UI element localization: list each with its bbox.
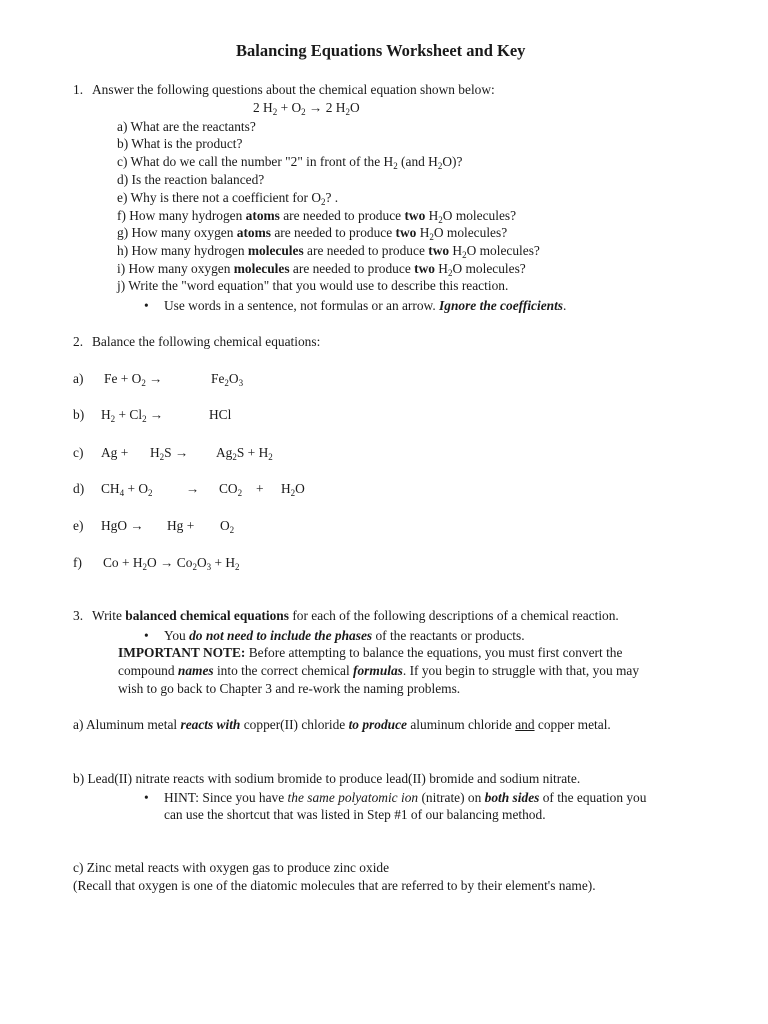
equation-e-label: e) [73, 518, 84, 533]
question-2-number: 2. [73, 334, 84, 349]
important-note-line-2: compound names into the correct chemical formulas. If you begin to struggle with that, you may [118, 663, 640, 678]
equation-c-products: $Ag_2S + H_2$ [216, 445, 273, 462]
question-3-intro: Write balanced chemical equations for each of the following descriptions of a chemical reaction. [92, 608, 619, 623]
equation-f: $Co + H_2O \to Co_2O_3 + H_2$ [103, 555, 240, 572]
equation-f-label: f) [73, 555, 82, 570]
question-1i: i) How many oxygen molecules are needed to produce two $H_2O$ molecules? [117, 261, 526, 278]
bullet: • [144, 628, 149, 643]
equation-d-plus: + [256, 481, 264, 496]
question-1d: d) Is the reaction balanced? [117, 172, 265, 187]
question-1f: f) How many hydrogen atoms are needed to produce two $H_2O$ molecules? [117, 208, 517, 225]
question-3b: b) Lead(II) nitrate reacts with sodium bromide to produce lead(II) bromide and sodium nitrate. [73, 771, 581, 786]
question-1j: j) Write the "word equation" that you would use to describe this reaction. [117, 278, 509, 293]
bullet: • [144, 790, 149, 805]
equation-a: $Fe + O_2$ → [104, 371, 163, 388]
question-1-intro: Answer the following questions about the chemical equation shown below: [92, 82, 495, 97]
bullet: • [144, 298, 149, 313]
equation-b-label: b) [73, 407, 85, 422]
equation-e-products: Hg + [167, 518, 195, 533]
question-3c-note: (Recall that oxygen is one of the diatomic molecules that are referred to by their element's name). [73, 878, 596, 893]
equation-c: Ag + [101, 445, 129, 460]
equation-a-label: a) [73, 371, 84, 386]
question-1-number: 1. [73, 82, 84, 97]
hint-text-line-2: can use the shortcut that was listed in Step #1 of our balancing method. [164, 807, 546, 822]
equation-d-products: $CO_2$ [219, 481, 243, 498]
equation-d-label: d) [73, 481, 85, 496]
question-1h: h) How many hydrogen molecules are needed to produce two $H_2O$ molecules? [117, 243, 540, 260]
important-note: IMPORTANT NOTE: Before attempting to balance the equations, you must first convert the [118, 645, 623, 660]
hint-text: HINT: Since you have the same polyatomic ion (nitrate) on both sides of the equation you [164, 790, 647, 805]
equation-b-product: HCl [209, 407, 232, 422]
equation-e: HgO → [101, 518, 144, 533]
equation-c-label: c) [73, 445, 84, 460]
question-1a: a) What are the reactants? [117, 119, 256, 134]
worksheet-title: Balancing Equations Worksheet and Key [236, 41, 526, 60]
question-3c: c) Zinc metal reacts with oxygen gas to produce zinc oxide [73, 860, 390, 875]
question-1c: c) What do we call the number "2" in front of the $H_2$ (and $H_2O$)? [117, 154, 463, 171]
question-3-number: 3. [73, 608, 84, 623]
question-1g: g) How many oxygen atoms are needed to produce two $H_2O$ molecules? [117, 225, 508, 242]
equation-d-water: $H_2O$ [281, 481, 305, 498]
equation-d: $CH_4 + O_2$ [101, 481, 153, 498]
important-note-line-3: wish to go back to Chapter 3 and re-work the naming problems. [118, 681, 461, 696]
question-1-equation: 2 $H_2 + O_2 \to 2$ $H_2O$ [253, 100, 360, 117]
equation-d-arrow: → [186, 481, 200, 496]
equation-a-product: $Fe_2O_3$ [211, 371, 244, 388]
equation-e-oxygen: $O_2$ [220, 518, 235, 535]
question-1b: b) What is the product? [117, 136, 243, 151]
question-3a: a) Aluminum metal reacts with copper(II) chloride to produce aluminum chloride and copper metal. [73, 717, 611, 732]
question-3-bullet: You do not need to include the phases of the reactants or products. [164, 628, 525, 643]
question-2-intro: Balance the following chemical equations: [92, 334, 321, 349]
question-1j-instruction: Use words in a sentence, not formulas or an arrow. Ignore the coefficients. [164, 298, 567, 313]
equation-c-reactant: $H_2S$ → [150, 445, 189, 462]
equation-b: $H_2 + Cl_2$ → [101, 407, 164, 424]
question-1e: e) Why is there not a coefficient for $O_2$? . [117, 190, 339, 207]
